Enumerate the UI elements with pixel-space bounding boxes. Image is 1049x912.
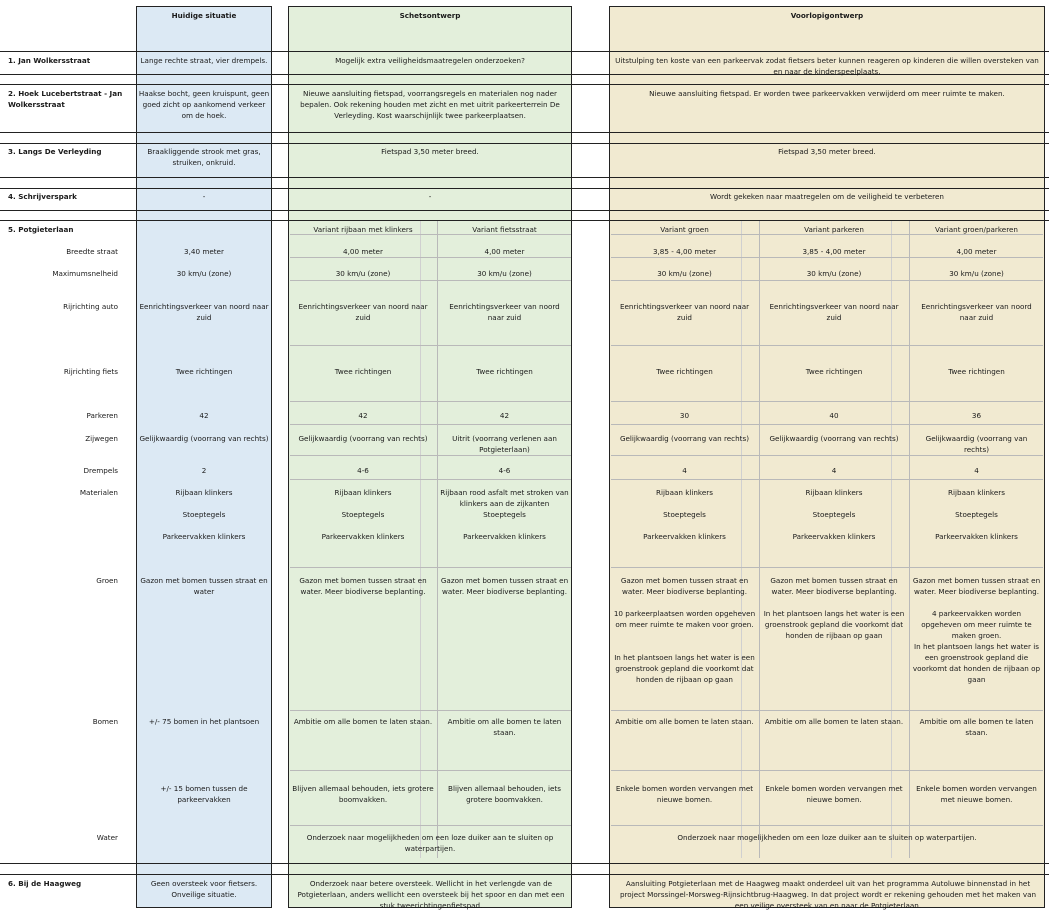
variant-header: Variant fietsstraat xyxy=(472,225,537,234)
variant-header: Variant rijbaan met klinkers xyxy=(313,225,413,234)
cell-variant: Gelijkwaardig (voorrang van rechts) xyxy=(619,434,750,443)
section-divider xyxy=(0,874,1049,875)
cell-variant: Stoeptegels xyxy=(955,510,998,519)
cell-variant: 30 km/u (zone) xyxy=(657,269,712,278)
cell-variant: Ambitie om alle bomen te laten staan. xyxy=(615,717,754,726)
cell-groen-extra: In het plantsoen langs het water is een groenstrook gepland die voorkomt dat honden de rijbaan op gaan xyxy=(763,609,905,640)
grid-line xyxy=(290,345,571,346)
section-divider xyxy=(0,84,1049,85)
cell-variant: Eenrichtingsverkeer van noord naar zuid xyxy=(449,302,560,322)
cell-variant: 4-6 xyxy=(357,466,369,475)
cell-variant: Uitrit (voorrang verlenen aan Potgieterlaan) xyxy=(452,434,557,454)
grid-line xyxy=(290,455,571,456)
cell-huidig: 30 km/u (zone) xyxy=(176,269,232,278)
cell-variant: 36 xyxy=(971,411,982,420)
cell-variant: Rijbaan klinkers xyxy=(656,488,713,497)
cell-huidig: 2 xyxy=(201,466,207,475)
cell-variant: Eenrichtingsverkeer van noord naar zuid xyxy=(298,302,428,322)
s2-schets: Nieuwe aansluiting fietspad, voorrangsregels en materialen nog nader bepalen. Ook rekening houden met zicht en met uitrit parkeerterrein De Verleyding. Kost waarschijnlijk twee parkeerplaatsen. xyxy=(300,89,560,120)
grid-line xyxy=(611,257,1043,258)
cell-variant: Eenrichtingsverkeer van noord naar zuid xyxy=(619,302,750,322)
cell-variant: Stoeptegels xyxy=(663,510,706,519)
cell-variant: Parkeervakken klinkers xyxy=(463,532,546,541)
column-huidige-situatie xyxy=(136,6,272,908)
section-label-5: 5. Potgieterlaan xyxy=(8,225,74,234)
cell-huidig: Twee richtingen xyxy=(175,367,233,376)
header-schetsontwerp: Schetsontwerp xyxy=(399,11,461,20)
cell-huidig: Gelijkwaardig (voorrang van rechts) xyxy=(139,434,269,443)
s2-huidig: Haakse bocht, geen kruispunt, geen goed zicht op aankomend verkeer om de hoek. xyxy=(138,89,270,120)
cell-water-schets: Onderzoek naar mogelijkheden om een loze duiker aan te sluiten op waterpartijen. xyxy=(306,833,554,853)
s4-voorlopig: Wordt gekeken naar maatregelen om de veiligheid te verbeteren xyxy=(710,192,944,201)
cell-variant: Gazon met bomen tussen straat en water. Meer biodiverse beplanting. xyxy=(620,576,749,596)
cell-groen-extra: 4 parkeervakken worden opgeheven om meer ruimte te maken groen. xyxy=(921,609,1032,640)
grid-line xyxy=(909,220,910,858)
s3-huidig: Braakliggende strook met gras, struiken, onkruid. xyxy=(147,147,261,167)
grid-line xyxy=(290,257,571,258)
row-label: Bomen xyxy=(92,717,118,726)
cell-water-voorlopig: Onderzoek naar mogelijkheden om een loze duiker aan te sluiten op waterpartijen. xyxy=(677,833,977,842)
grid-line xyxy=(290,825,571,826)
cell-variant: 3,85 - 4,00 meter xyxy=(652,247,717,256)
row-label: Groen xyxy=(96,576,118,585)
s3-schets: Fietspad 3,50 meter breed. xyxy=(381,147,479,156)
cell-huidig: Parkeervakken klinkers xyxy=(162,532,246,541)
cell-variant: 42 xyxy=(358,411,368,420)
s3-voorlopig: Fietspad 3,50 meter breed. xyxy=(778,147,876,156)
cell-variant: Gelijkwaardig (voorrang van rechts) xyxy=(298,434,428,443)
cell-variant: 30 km/u (zone) xyxy=(949,269,1004,278)
cell-variant: Gazon met bomen tussen straat en water. Meer biodiverse beplanting. xyxy=(299,576,427,596)
grid-line xyxy=(437,220,438,858)
cell-variant: Gazon met bomen tussen straat en water. Meer biodiverse beplanting. xyxy=(440,576,569,596)
cell-variant: 30 km/u (zone) xyxy=(477,269,532,278)
cell-variant: Eenrichtingsverkeer van noord naar zuid xyxy=(769,302,899,322)
grid-line xyxy=(611,401,1043,402)
cell-variant: Ambitie om alle bomen te laten staan. xyxy=(764,717,904,726)
row-label: Materialen xyxy=(79,488,118,497)
grid-line xyxy=(290,280,571,281)
grid-line xyxy=(290,401,571,402)
section-divider xyxy=(0,143,1049,144)
cell-variant: Twee richtingen xyxy=(334,367,392,376)
grid-line xyxy=(611,567,1043,568)
grid-line xyxy=(611,280,1043,281)
cell-variant: Enkele bomen worden vervangen met nieuwe bomen. xyxy=(615,784,754,804)
cell-variant: Twee richtingen xyxy=(948,367,1005,376)
cell-variant: Rijbaan klinkers xyxy=(334,488,392,497)
grid-line xyxy=(611,455,1043,456)
cell-variant: 4 xyxy=(682,466,687,475)
grid-line xyxy=(611,825,1043,826)
cell-huidig: Stoeptegels xyxy=(182,510,226,519)
cell-variant: Enkele bomen worden vervangen met nieuwe bomen. xyxy=(916,784,1037,804)
section-label-1: 1. Jan Wolkersstraat xyxy=(8,56,91,65)
cell-groen-extra: In het plantsoen langs het water is een groenstrook gepland die voorkomt dat honden de rijbaan op gaan xyxy=(614,653,755,684)
variant-header: Variant groen xyxy=(660,225,709,234)
variant-header: Variant parkeren xyxy=(804,225,864,234)
section-divider xyxy=(0,220,1049,221)
row-label: Rijrichting fiets xyxy=(63,367,118,376)
cell-variant: 42 xyxy=(499,411,510,420)
grid-line xyxy=(290,770,571,771)
cell-variant: Parkeervakken klinkers xyxy=(792,532,876,541)
cell-variant: Ambitie om alle bomen te laten staan. xyxy=(293,717,433,726)
cell-variant: 30 xyxy=(679,411,690,420)
s6-schets: Onderzoek naar betere oversteek. Wellicht in het verlengde van de Potgieterlaan, anders wellicht een oversteek bij het spoor en dan met een stuk tweerichtingenfietspad. xyxy=(297,879,565,910)
cell-variant: 4,00 meter xyxy=(343,247,383,256)
row-label: Rijrichting auto xyxy=(63,302,118,311)
cell-variant: 4-6 xyxy=(498,466,511,475)
row-label: Breedte straat xyxy=(66,247,118,256)
cell-huidig: Rijbaan klinkers xyxy=(175,488,233,497)
s6-voorlopig: Aansluiting Potgieterlaan met de Haagweg maakt onderdeel uit van het programma Autoluwe binnenstad in het project Morssingel-Morsweg-Rijnsichtbrug-Haagweg. In dat project wordt er rekening gehouden met het maken van een veilige oversteek van en naar de Potgieterlaan. xyxy=(619,879,1037,910)
grid-line xyxy=(611,424,1043,425)
row-label: Drempels xyxy=(83,466,118,475)
row-label: Parkeren xyxy=(86,411,118,420)
s1-huidig: Lange rechte straat, vier drempels. xyxy=(140,56,268,65)
s1-voorlopig: Uitstulping ten koste van een parkeervak zodat fietsers beter kunnen reageren op kinderen die willen oversteken van en naar de kinderspeelplaats. xyxy=(615,56,1039,76)
cell-variant: 4 xyxy=(831,466,837,475)
cell-huidig: Gazon met bomen tussen straat en water xyxy=(140,576,268,596)
cell-variant: Gazon met bomen tussen straat en water. Meer biodiverse beplanting. xyxy=(770,576,898,596)
cell-variant: Blijven allemaal behouden, iets grotere boomvakken. xyxy=(292,784,434,804)
cell-variant: Gelijkwaardig (voorrang van rechts) xyxy=(769,434,899,443)
grid-line xyxy=(290,710,571,711)
cell-variant: Rijbaan klinkers xyxy=(805,488,863,497)
cell-variant: Ambitie om alle bomen te laten staan. xyxy=(447,717,562,737)
cell-variant: Rijbaan rood asfalt met stroken van klinkers aan de zijkanten xyxy=(440,488,569,508)
s4-huidig: - xyxy=(202,192,206,201)
grid-line xyxy=(611,345,1043,346)
section-label-3: 3. Langs De Verleyding xyxy=(8,147,102,156)
cell-variant: Gelijkwaardig (voorrang van rechts) xyxy=(925,434,1028,454)
grid-line xyxy=(290,424,571,425)
cell-variant: Rijbaan klinkers xyxy=(948,488,1005,497)
grid-line xyxy=(611,710,1043,711)
grid-line xyxy=(759,220,760,858)
grid-line xyxy=(290,567,571,568)
header-huidige-situatie: Huidige situatie xyxy=(171,11,237,20)
cell-variant: Twee richtingen xyxy=(656,367,713,376)
cell-groen-extra: 10 parkeerplaatsen worden opgeheven om meer ruimte te maken voor groen. xyxy=(613,609,756,629)
s4-schets: - xyxy=(428,192,432,201)
row-label: Zijwegen xyxy=(85,434,118,443)
grid-line xyxy=(290,479,571,480)
cell-variant: Twee richtingen xyxy=(805,367,863,376)
row-label: Maximumsnelheid xyxy=(52,269,118,278)
section-divider xyxy=(0,177,1049,178)
cell-variant: Eenrichtingsverkeer van noord naar zuid xyxy=(921,302,1032,322)
section-divider xyxy=(0,863,1049,864)
section-label-4: 4. Schrijverspark xyxy=(8,192,77,201)
cell-variant: Parkeervakken klinkers xyxy=(643,532,726,541)
cell-variant: 3,85 - 4,00 meter xyxy=(802,247,866,256)
cell-huidig: Eenrichtingsverkeer van noord naar zuid xyxy=(139,302,269,322)
cell-variant: Parkeervakken klinkers xyxy=(935,532,1018,541)
section-divider xyxy=(0,132,1049,133)
cell-variant: 40 xyxy=(829,411,839,420)
cell-huidig: +/- 75 bomen in het plantsoen xyxy=(148,717,260,726)
header-voorlopigontwerp: Voorlopigontwerp xyxy=(790,11,864,20)
cell-variant: 30 km/u (zone) xyxy=(335,269,391,278)
cell-variant: 4 xyxy=(974,466,979,475)
grid-line xyxy=(611,479,1043,480)
cell-variant: Gazon met bomen tussen straat en water. Meer biodiverse beplanting. xyxy=(912,576,1041,596)
cell-huidig: 3,40 meter xyxy=(184,247,224,256)
column-schetsontwerp xyxy=(288,6,572,908)
cell-huidig: +/- 15 bomen tussen de parkeervakken xyxy=(160,784,248,804)
column-voorlopigontwerp xyxy=(609,6,1045,908)
cell-variant: 30 km/u (zone) xyxy=(806,269,862,278)
s2-voorlopig: Nieuwe aansluiting fietspad. Er worden twee parkeervakken verwijderd om meer ruimte te maken. xyxy=(649,89,1005,98)
section-label-6: 6. Bij de Haagweg xyxy=(8,879,82,888)
section-divider xyxy=(0,210,1049,211)
s1-schets: Mogelijk extra veiligheidsmaatregelen onderzoeken? xyxy=(335,56,525,65)
cell-huidig: 42 xyxy=(199,411,209,420)
variant-header: Variant groen/parkeren xyxy=(935,225,1018,234)
section-divider xyxy=(0,51,1049,52)
section-divider xyxy=(0,188,1049,189)
cell-variant: Stoeptegels xyxy=(812,510,856,519)
cell-variant: Blijven allemaal behouden, iets grotere boomvakken. xyxy=(448,784,561,804)
cell-variant: Enkele bomen worden vervangen met nieuwe bomen. xyxy=(765,784,903,804)
cell-variant: Parkeervakken klinkers xyxy=(321,532,405,541)
cell-variant: Stoeptegels xyxy=(483,510,526,519)
cell-variant: Stoeptegels xyxy=(341,510,385,519)
cell-groen-extra: In het plantsoen langs het water is een groenstrook gepland die voorkomt dat honden de rijbaan op gaan xyxy=(912,642,1041,684)
section-label-2: 2. Hoek Lucebertstraat - Jan Wolkersstraat xyxy=(8,89,123,109)
row-label: Water xyxy=(96,833,118,842)
cell-variant: Twee richtingen xyxy=(476,367,533,376)
s6-huidig: Geen oversteek voor fietsers. Onveilige situatie. xyxy=(150,879,258,899)
cell-variant: Ambitie om alle bomen te laten staan. xyxy=(919,717,1034,737)
cell-variant: 4,00 meter xyxy=(484,247,525,256)
grid-line xyxy=(611,770,1043,771)
cell-variant: 4,00 meter xyxy=(956,247,997,256)
